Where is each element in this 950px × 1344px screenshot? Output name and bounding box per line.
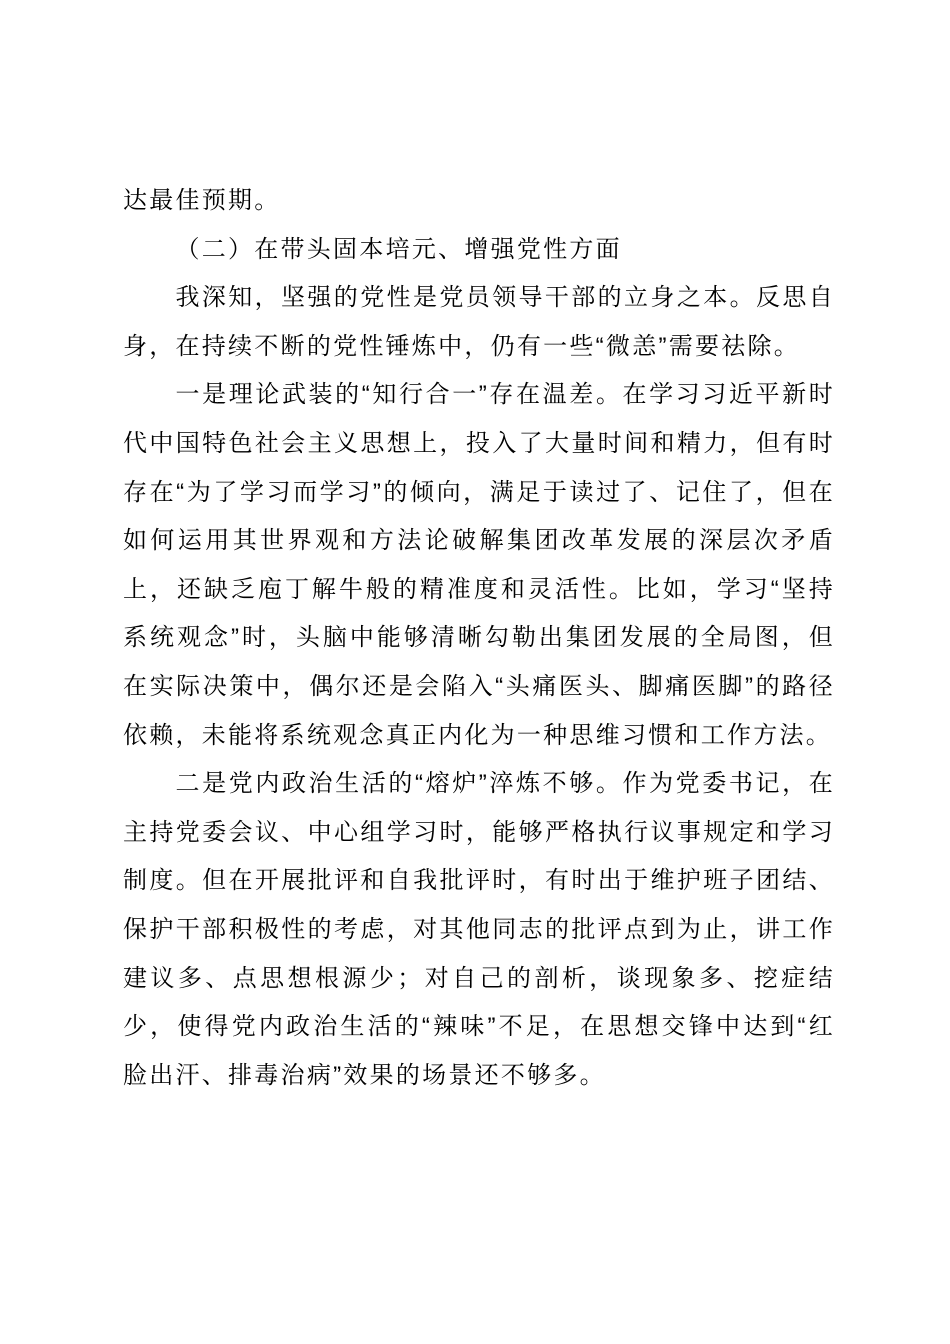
- document-text-block: [123, 177, 835, 1100]
- paragraph: 一是理论武装的“知行合一”存在温差。在学习习近平新时代中国特色社会主义思想上，投入了大量时间和精力，但有时存在“为了学习而学习”的倾向，满足于读过了、记住了，但在如何运用其世界观和方法论破解集团改革发展的深层次矛盾上，还缺乏庖丁解牛般的精准度和灵活性。比如，学习“坚持系统观念”时，头脑中能够清晰勾勒出集团发展的全局图，但在实际决策中，偶尔还是会陷入“头痛医头、脚痛医脚”的路径依赖，未能将系统观念真正内化为一种思维习惯和工作方法。: [123, 381, 835, 749]
- paragraph: 二是党内政治生活的“熔炉”淬炼不够。作为党委书记，在主持党委会议、中心组学习时，能够严格执行议事规定和学习制度。但在开展批评和自我批评时，有时出于维护班子团结、保护干部积极性的考虑，对其他同志的批评点到为止，讲工作建议多、点思想根源少；对自己的剖析，谈现象多、挖症结少，使得党内政治生活的“辣味”不足，在思想交锋中达到“红脸出汗、排毒治病”效果的场景还不够多。: [123, 770, 835, 1089]
- section-heading: （二）在带头固本培元、增强党性方面: [175, 235, 622, 263]
- paragraph-continuation: 达最佳预期。: [123, 187, 281, 214]
- paragraph: 我深知，坚强的党性是党员领导干部的立身之本。反思自身，在持续不断的党性锤炼中，仍有一些“微恙”需要祛除。: [123, 284, 835, 360]
